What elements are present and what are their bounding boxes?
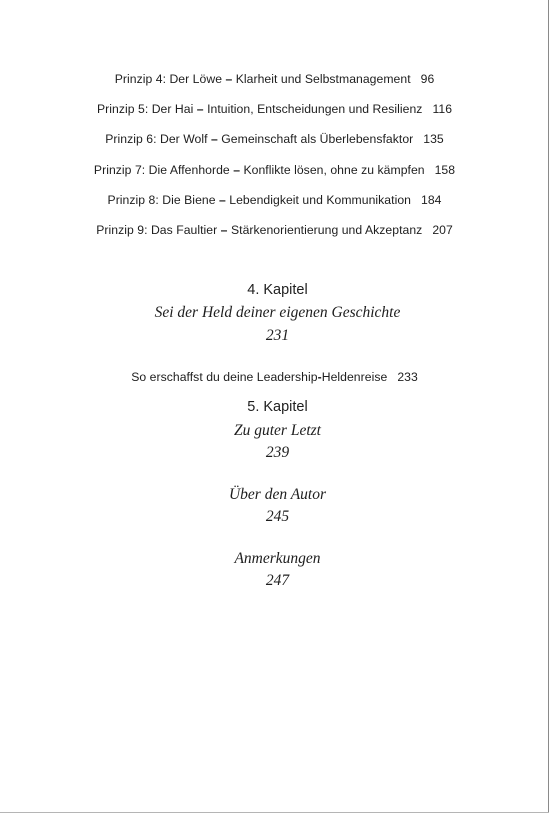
toc-entry-title: So erschaffst du deine Leadership bbox=[131, 370, 318, 384]
notes-title: Anmerkungen bbox=[234, 550, 321, 567]
toc-entry-title: Prinzip 8: Die Biene bbox=[107, 193, 216, 207]
notes-page: 247 bbox=[265, 572, 290, 589]
toc-entry-dash: – bbox=[193, 102, 208, 116]
toc-entry-dash: – bbox=[215, 193, 230, 207]
toc-entry-subtitle: Lebendigkeit und Kommunikation bbox=[229, 193, 411, 207]
toc-entry-prinzip-4 bbox=[0, 72, 549, 86]
toc-entry-subtitle: Klarheit und Selbstmanagement bbox=[235, 72, 411, 86]
toc-entry-page: 207 bbox=[432, 223, 453, 237]
toc-entry-subtitle: Konflikte lösen, ohne zu kämpfen bbox=[243, 163, 425, 177]
chapter-4-title: Sei der Held deiner eigenen Geschichte bbox=[154, 304, 401, 321]
about-author-page: 245 bbox=[265, 508, 290, 525]
toc-entry-page: 96 bbox=[420, 72, 435, 86]
toc-entry-page: 158 bbox=[434, 163, 456, 177]
toc-entry-dash: – bbox=[222, 72, 236, 86]
chapter-4-label: 4. Kapitel bbox=[247, 282, 308, 298]
toc-entry-heldenreise bbox=[0, 370, 549, 384]
toc-entry-subtitle: Intuition, Entscheidungen und Resilienz bbox=[207, 102, 423, 116]
about-author-title: Über den Autor bbox=[228, 486, 326, 503]
toc-entry-subtitle: Gemeinschaft als Überlebensfaktor bbox=[221, 132, 414, 146]
toc-entry-title: Prinzip 7: Die Affenhorde bbox=[93, 163, 230, 177]
toc-entry-page: 233 bbox=[397, 370, 418, 384]
toc-entry-title: Prinzip 9: Das Faultier bbox=[96, 223, 218, 237]
toc-entry-hyphen: - bbox=[317, 370, 322, 384]
chapter-5-page: 239 bbox=[265, 444, 290, 461]
chapter-4-page: 231 bbox=[265, 327, 290, 344]
chapter-5-label: 5. Kapitel bbox=[247, 399, 308, 415]
toc-entry-dash: – bbox=[217, 223, 231, 237]
toc-entry-page: 184 bbox=[421, 193, 442, 207]
toc-entry-page: 116 bbox=[432, 102, 453, 116]
toc-entry-dash: – bbox=[207, 132, 222, 146]
toc-entry-prinzip-6 bbox=[0, 132, 549, 146]
toc-entry-dash: – bbox=[229, 163, 244, 177]
toc-entry-title: Prinzip 4: Der Löwe bbox=[114, 72, 223, 86]
toc-entry-prinzip-7 bbox=[0, 163, 549, 177]
toc-entry-title: Prinzip 5: Der Hai bbox=[96, 102, 194, 116]
toc-entry-prinzip-9 bbox=[0, 223, 549, 237]
toc-entry-subtitle: Stärkenorientierung und Akzeptanz bbox=[230, 223, 423, 237]
toc-entry-prinzip-8 bbox=[0, 193, 549, 207]
toc-entry-title: Prinzip 6: Der Wolf bbox=[105, 132, 208, 146]
toc-entry-prinzip-5 bbox=[0, 102, 549, 116]
toc-entry-page: 135 bbox=[423, 132, 444, 146]
chapter-5-title: Zu guter Letzt bbox=[234, 422, 321, 439]
toc-entry-subtitle: Heldenreise bbox=[321, 370, 388, 384]
